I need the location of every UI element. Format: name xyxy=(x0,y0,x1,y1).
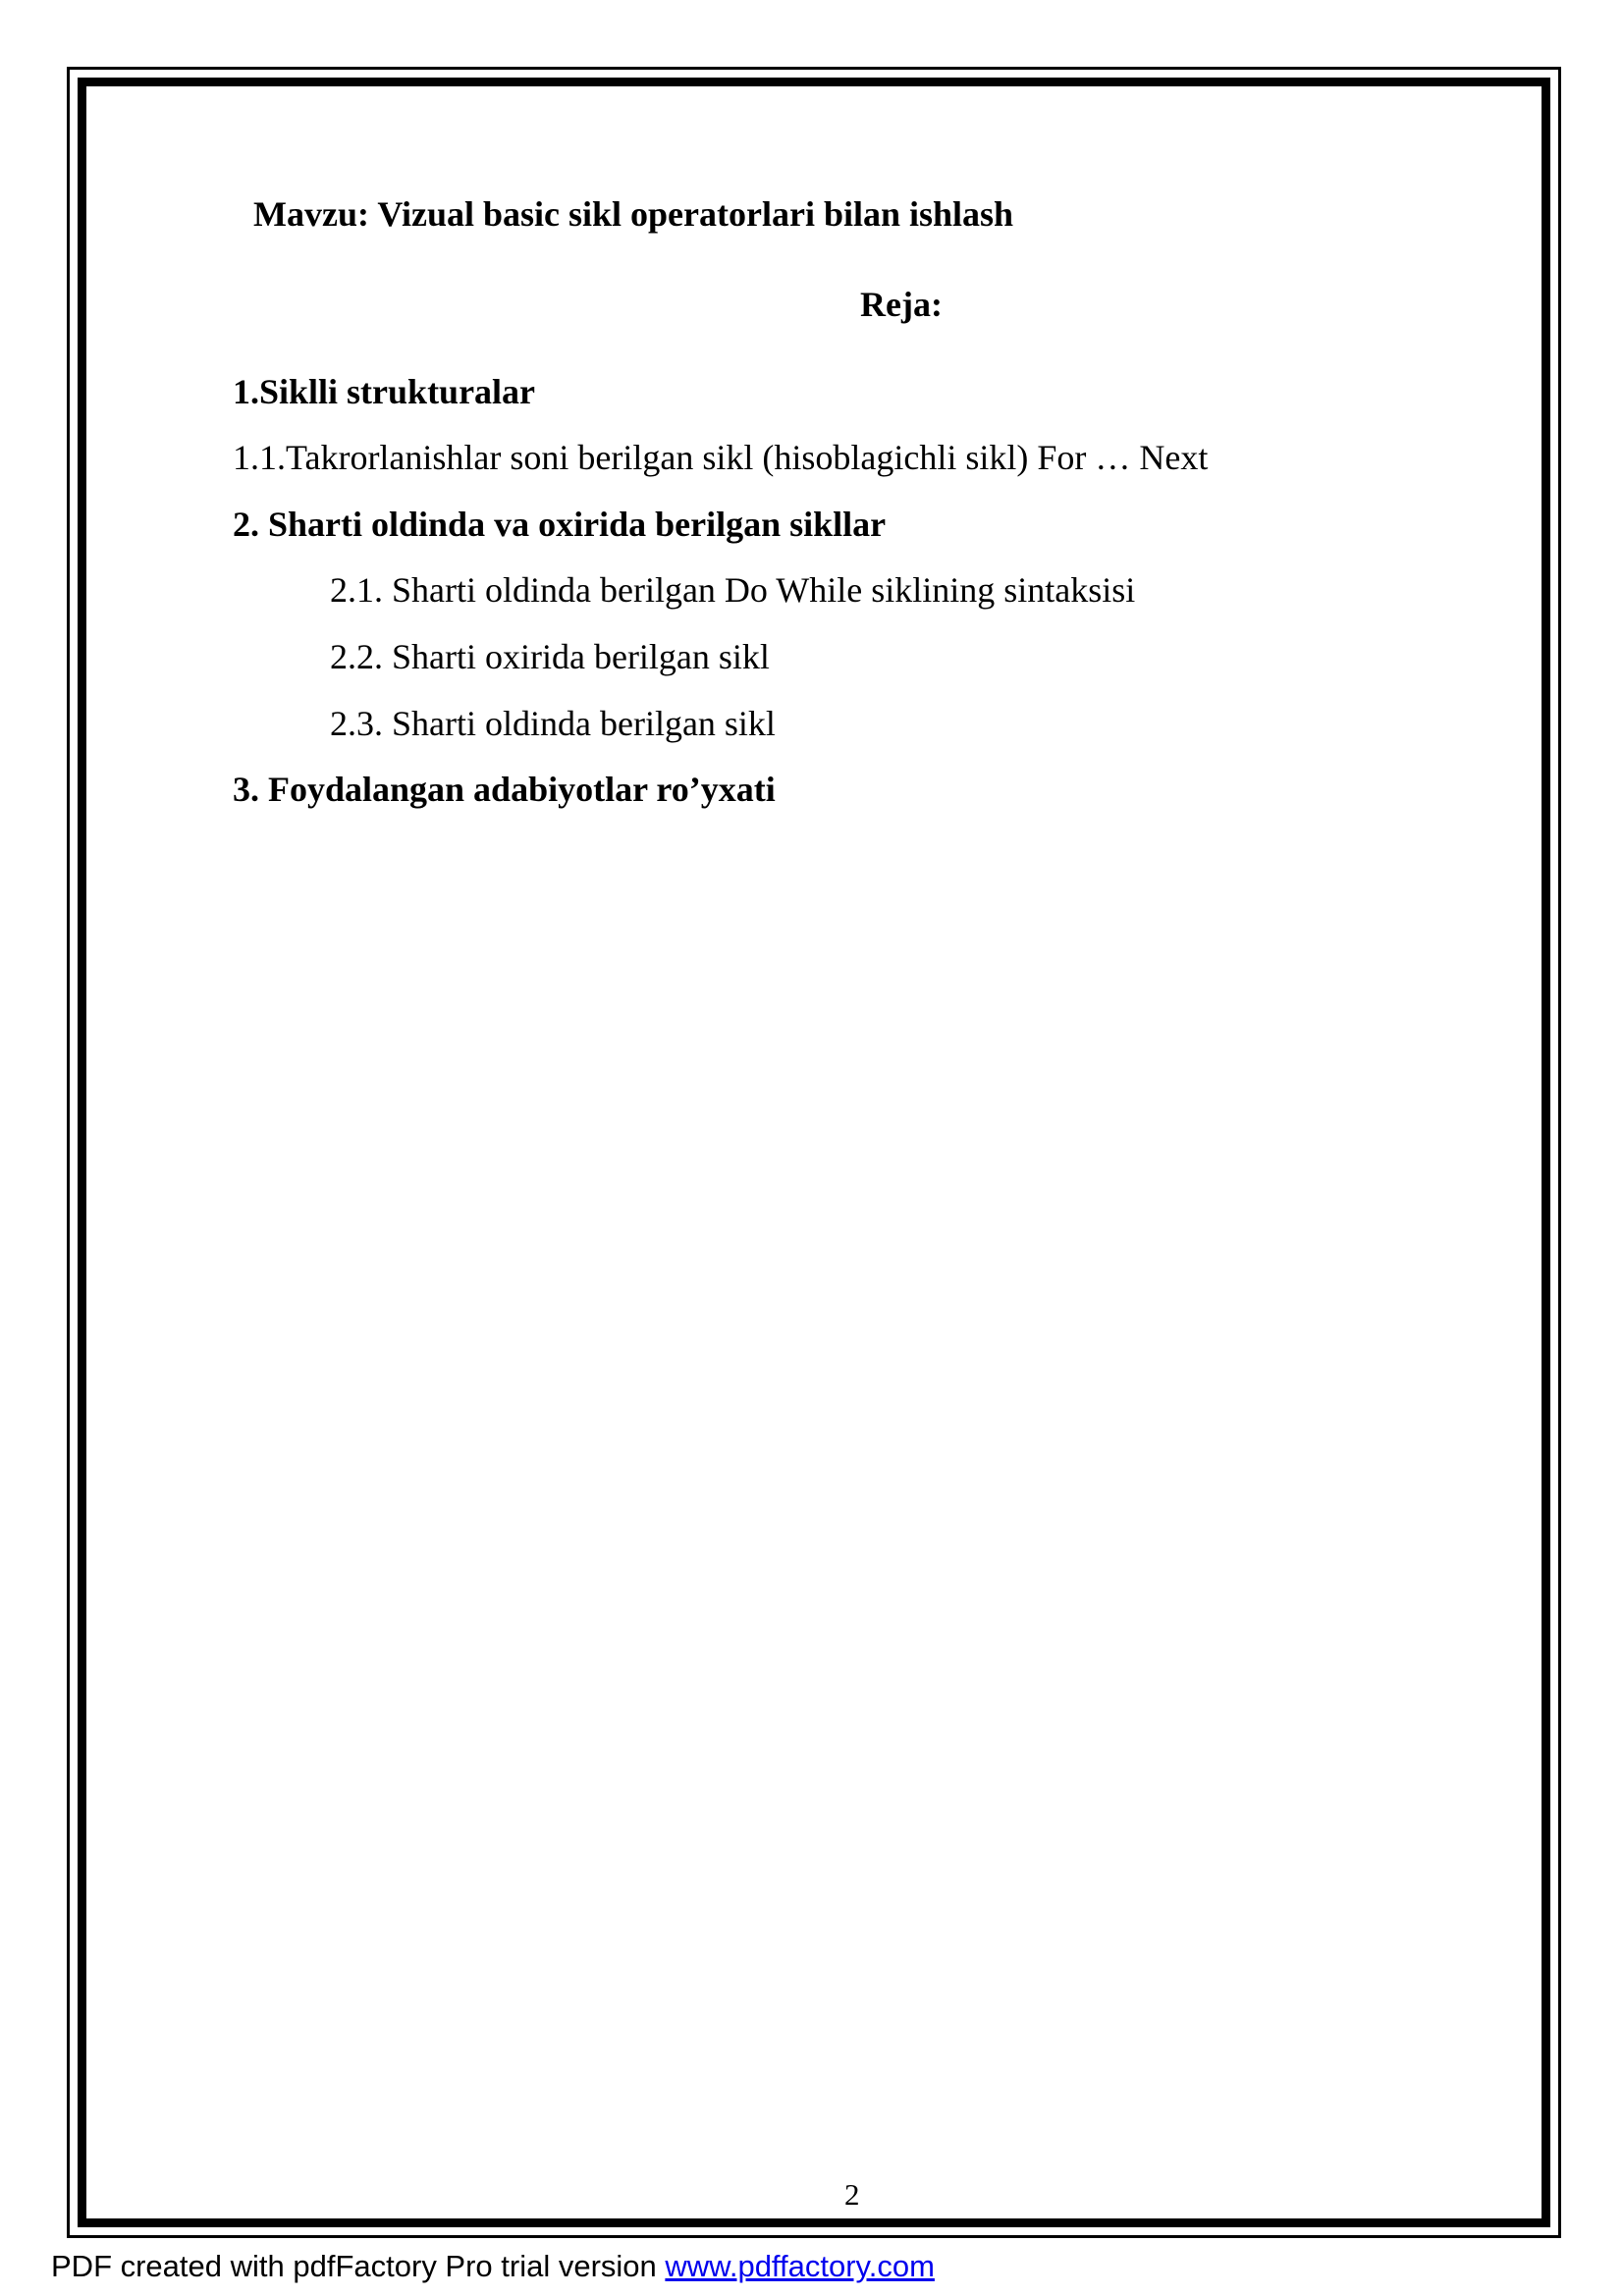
footer-link[interactable]: www.pdffactory.com xyxy=(665,2249,935,2283)
pdf-footer xyxy=(51,2248,935,2284)
footer-text: PDF created with pdfFactory Pro trial version xyxy=(51,2249,666,2283)
outline-item-2-1: 2.1. Sharti oldinda berilgan Do While siklining sintaksisi xyxy=(330,570,1136,610)
outline-item-2: 2. Sharti oldinda va oxirida berilgan sikllar xyxy=(233,505,887,544)
outline-item-1-1: 1.1.Takrorlanishlar soni berilgan sikl (hisoblagichli sikl) For … Next xyxy=(233,438,1209,477)
outline-item-2-3: 2.3. Sharti oldinda berilgan sikl xyxy=(330,704,776,743)
outline-item-1: 1.Siklli strukturalar xyxy=(233,372,536,411)
outline-item-3: 3. Foydalangan adabiyotlar ro’yxati xyxy=(233,770,776,809)
outline-item-2-2: 2.2. Sharti oxirida berilgan sikl xyxy=(330,637,770,676)
topic-title: Mavzu: Vizual basic sikl operatorlari bilan ishlash xyxy=(253,194,1014,234)
page-number: 2 xyxy=(844,2177,860,2212)
plan-heading: Reja: xyxy=(860,285,943,324)
